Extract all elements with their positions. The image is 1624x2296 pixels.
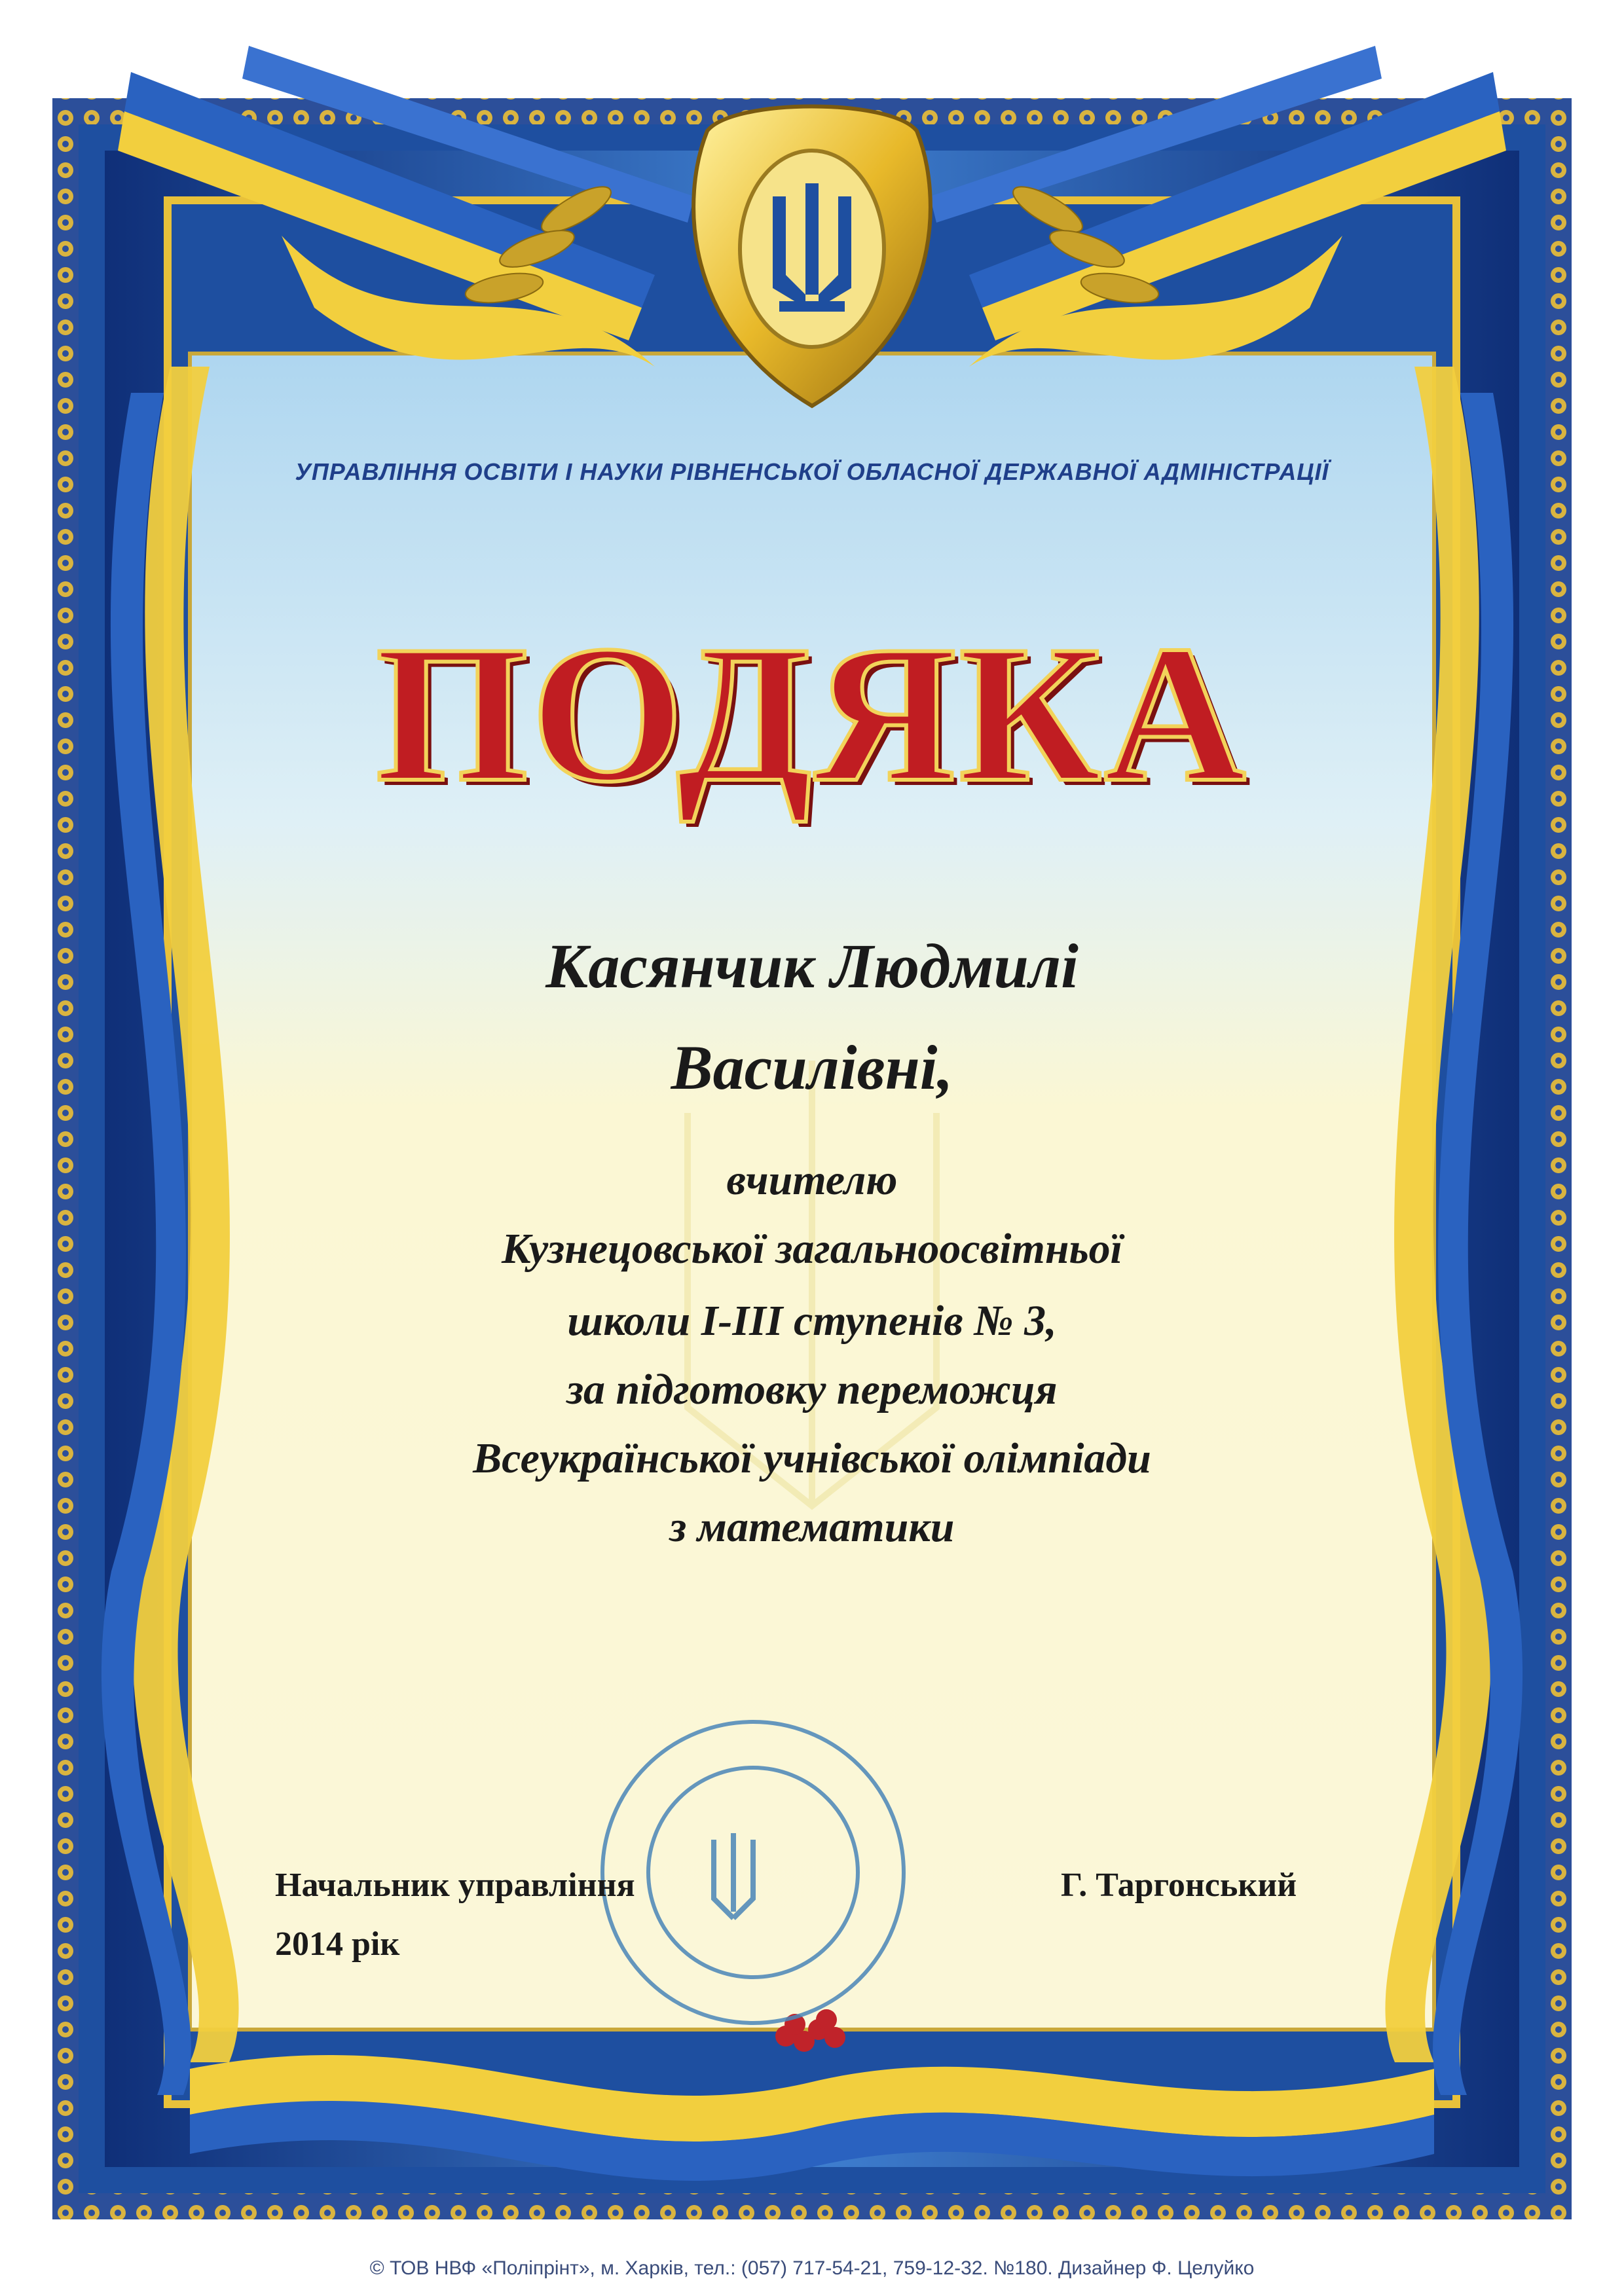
- official-stamp: [602, 1722, 904, 2023]
- body-line-school: Кузнецовської загальноосвітньої: [502, 1225, 1122, 1273]
- agency-name: УПРАВЛІННЯ ОСВІТИ І НАУКИ РІВНЕНСЬКОЇ ОБЛАСНОЇ ДЕРЖАВНОЇ АДМІНІСТРАЦІЇ: [295, 458, 1329, 485]
- body-line-school-level: школи І-ІІІ ступенів № 3,: [567, 1297, 1057, 1345]
- body-line-position: вчителю: [726, 1156, 898, 1204]
- body-line-olympiad: Всеукраїнської учнівської олімпіади: [473, 1434, 1151, 1482]
- body-line-reason: за підготовку переможця: [566, 1366, 1058, 1413]
- recipient-patronymic-line: Василівні,: [671, 1032, 953, 1102]
- printer-footer: © ТОВ НВФ «Поліпрінт», м. Харків, тел.: (057) 717-54-21, 759-12-32. №180. Дизайнер Ф. Целуйко: [369, 2257, 1255, 2279]
- certificate-title: ПОДЯКА: [375, 605, 1249, 822]
- trident-icon: [773, 183, 851, 312]
- certificate-year: 2014 рік: [275, 1925, 400, 1963]
- body-line-subject: з математики: [669, 1503, 955, 1551]
- signature-title: Начальник управління: [275, 1867, 635, 1904]
- recipient-surname-line: Касянчик Людмилі: [545, 931, 1079, 1001]
- signature-name: Г. Таргонський: [1061, 1867, 1297, 1904]
